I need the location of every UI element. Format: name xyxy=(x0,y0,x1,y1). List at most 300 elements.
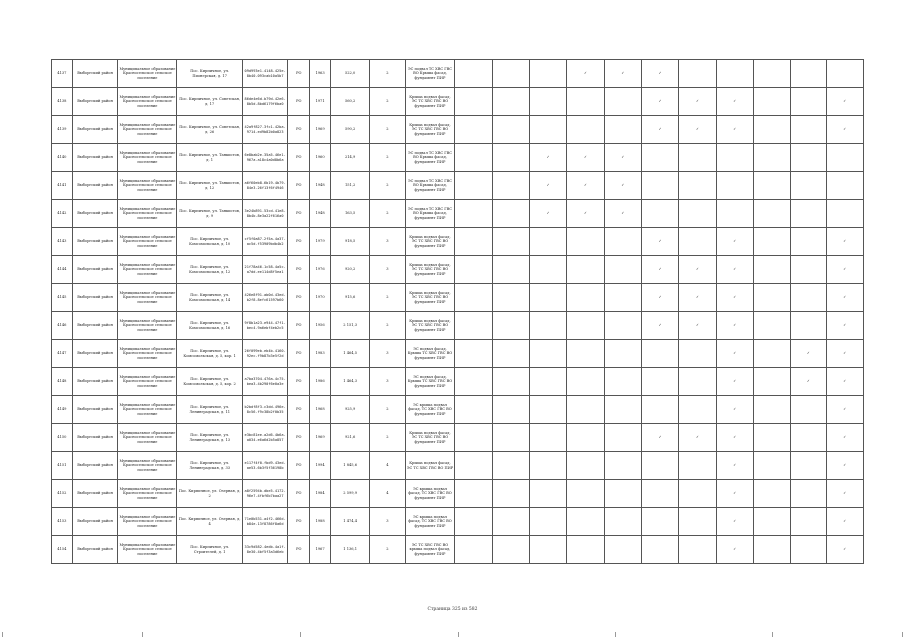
cell-address: Пос. Кирпичное, ул. Комсомольская, д. 14 xyxy=(177,284,242,312)
work-flag-cell xyxy=(492,396,529,424)
cell-address: Пос. Кирпичное, ул. Строителей, д. 1 xyxy=(177,536,242,564)
cell-area: 163,5 xyxy=(330,200,369,228)
work-flag-cell xyxy=(492,88,529,116)
cell-type: РО xyxy=(288,312,310,340)
cell-area: 915,6 xyxy=(330,284,369,312)
work-flag-cell xyxy=(641,536,678,564)
work-flag-cell xyxy=(604,88,641,116)
work-flag-cell xyxy=(791,172,826,200)
cell-type: РО xyxy=(288,508,310,536)
cell-number: 4153 xyxy=(52,508,73,536)
table-row xyxy=(52,60,864,88)
cell-address: Пос. Кирпичное, ул. Танкистов, д. 1 xyxy=(177,144,242,172)
cell-type: РО xyxy=(288,368,310,396)
work-flag-cell xyxy=(641,340,678,368)
cell-guid: 86de4e6d-b79d-42e6-8b5d-8bd6179f6ba0 xyxy=(242,88,288,116)
cell-number: 4143 xyxy=(52,228,73,256)
cell-guid: cf5f0a87-2f5a-4a37-ac5d-f53909bdb4b2 xyxy=(242,228,288,256)
cell-floors: 2 xyxy=(370,144,405,172)
cell-type: РО xyxy=(288,396,310,424)
cell-type: РО xyxy=(288,200,310,228)
work-flag-cell xyxy=(826,60,863,88)
cell-number: 4146 xyxy=(52,312,73,340)
check-mark-icon: ✓ xyxy=(733,323,737,328)
work-flag-cell xyxy=(604,312,641,340)
work-flag-cell xyxy=(826,480,863,508)
cell-year: 1971 xyxy=(310,88,331,116)
cell-municipality: Муниципальное образование Красносельское сельское поселение xyxy=(118,116,177,144)
cell-municipality: Муниципальное образование Красносельское сельское поселение xyxy=(118,508,177,536)
work-flag-cell xyxy=(641,452,678,480)
check-mark-icon: ✓ xyxy=(733,127,737,132)
work-flag-cell xyxy=(716,144,753,172)
work-flag-cell xyxy=(791,480,826,508)
check-mark-icon: ✓ xyxy=(843,547,847,552)
work-flag-cell xyxy=(679,480,716,508)
cell-works: Крыша подвал фасад, ЭС ТС ХВС ГВС ВО фундамент ПИР xyxy=(405,312,455,340)
work-flag-cell xyxy=(530,172,567,200)
cell-area: 151,2 xyxy=(330,172,369,200)
check-mark-icon: ✓ xyxy=(546,211,550,216)
work-flag-cell xyxy=(567,368,604,396)
work-flag-cell xyxy=(530,452,567,480)
work-flag-cell xyxy=(604,116,641,144)
work-flag-cell xyxy=(753,144,790,172)
cell-district: Выборгский район xyxy=(72,228,118,256)
cell-district: Выборгский район xyxy=(72,536,118,564)
cell-year: 1969 xyxy=(310,424,331,452)
work-flag-cell xyxy=(530,368,567,396)
cell-municipality: Муниципальное образование Красносельское сельское поселение xyxy=(118,452,177,480)
check-mark-icon: ✓ xyxy=(843,491,847,496)
work-flag-cell xyxy=(679,200,716,228)
check-mark-icon: ✓ xyxy=(733,491,737,496)
cell-area: 1 474,4 xyxy=(330,508,369,536)
work-flag-cell xyxy=(753,228,790,256)
cell-municipality: Муниципальное образование Красносельское сельское поселение xyxy=(118,200,177,228)
check-mark-icon: ✓ xyxy=(806,379,810,384)
table-row xyxy=(52,340,864,368)
check-mark-icon: ✓ xyxy=(733,519,737,524)
cell-area: 1 464,5 xyxy=(330,340,369,368)
cell-area: 560,2 xyxy=(330,88,369,116)
work-flag-cell xyxy=(791,536,826,564)
housing-register-table xyxy=(51,59,864,564)
work-flag-cell xyxy=(679,228,716,256)
work-flag-cell xyxy=(604,172,641,200)
work-flag-cell xyxy=(455,368,492,396)
cell-address: Пос. Кирпичное, ул. Комсомольская, д. 10 xyxy=(177,228,242,256)
work-flag-cell xyxy=(567,340,604,368)
cell-floors: 2 xyxy=(370,172,405,200)
check-mark-icon: ✓ xyxy=(658,99,662,104)
work-flag-cell xyxy=(492,480,529,508)
work-flag-cell xyxy=(826,340,863,368)
work-flag-cell xyxy=(530,256,567,284)
cell-area: 590,2 xyxy=(330,116,369,144)
work-flag-cell xyxy=(826,228,863,256)
work-flag-cell xyxy=(567,312,604,340)
cell-year: 1979 xyxy=(310,228,331,256)
cell-municipality: Муниципальное образование Красносельское сельское поселение xyxy=(118,172,177,200)
cell-district: Выборгский район xyxy=(72,144,118,172)
cell-municipality: Муниципальное образование Красносельское сельское поселение xyxy=(118,312,177,340)
work-flag-cell xyxy=(826,508,863,536)
cell-area: 920,2 xyxy=(330,256,369,284)
check-mark-icon: ✓ xyxy=(658,323,662,328)
cell-type: РО xyxy=(288,144,310,172)
work-flag-cell xyxy=(492,508,529,536)
scan-edge-marks xyxy=(0,632,905,638)
table-row xyxy=(52,452,864,480)
work-flag-cell xyxy=(604,284,641,312)
cell-type: РО xyxy=(288,284,310,312)
cell-guid: 71e0b531-a4f2-466d-b84e-13f8786f8a6d xyxy=(242,508,288,536)
work-flag-cell xyxy=(455,172,492,200)
work-flag-cell xyxy=(567,536,604,564)
check-mark-icon: ✓ xyxy=(658,435,662,440)
work-flag-cell xyxy=(791,200,826,228)
cell-district: Выборгский район xyxy=(72,60,118,88)
work-flag-cell xyxy=(753,88,790,116)
check-mark-icon: ✓ xyxy=(843,379,847,384)
work-flag-cell xyxy=(492,424,529,452)
work-flag-cell xyxy=(604,508,641,536)
work-flag-cell xyxy=(455,116,492,144)
work-flag-cell xyxy=(679,452,716,480)
check-mark-icon: ✓ xyxy=(658,71,662,76)
cell-guid: 09d993e1-4148-425e-8b40-093cab10a5b7 xyxy=(242,60,288,88)
cell-type: РО xyxy=(288,172,310,200)
work-flag-cell xyxy=(530,396,567,424)
cell-works: ЭС подвал фасад, Крыша ТС ХВС ГВС ВО фундамент ПИР xyxy=(405,368,455,396)
cell-year: 1976 xyxy=(310,256,331,284)
work-flag-cell xyxy=(492,284,529,312)
work-flag-cell xyxy=(679,396,716,424)
cell-works: Крыша подвал фасад, ЭС ТС ХВС ГВС ВО фундамент ПИР xyxy=(405,116,455,144)
work-flag-cell xyxy=(679,424,716,452)
cell-area: 918,5 xyxy=(330,228,369,256)
cell-district: Выборгский район xyxy=(72,396,118,424)
cell-type: РО xyxy=(288,452,310,480)
cell-year: 1984 xyxy=(310,480,331,508)
work-flag-cell xyxy=(826,172,863,200)
check-mark-icon: ✓ xyxy=(843,239,847,244)
cell-floors: 3 xyxy=(370,508,405,536)
cell-works: ЭС подвал ТС ХВС ГВС ВО Крыша фасад, фундамент ПИР xyxy=(405,60,455,88)
cell-guid: a8f2594b-dbe5-4172-96e7-4fbf6b7baa27 xyxy=(242,480,288,508)
check-mark-icon: ✓ xyxy=(695,127,699,132)
check-mark-icon: ✓ xyxy=(583,211,587,216)
cell-municipality: Муниципальное образование Красносельское сельское поселение xyxy=(118,368,177,396)
cell-works: Крыша подвал фасад, ЭС ТС ХВС ГВС ВО фундамент ПИР xyxy=(405,228,455,256)
check-mark-icon: ✓ xyxy=(733,239,737,244)
work-flag-cell xyxy=(826,368,863,396)
cell-municipality: Муниципальное образование Красносельское сельское поселение xyxy=(118,284,177,312)
work-flag-cell xyxy=(604,228,641,256)
work-flag-cell xyxy=(641,60,678,88)
work-flag-cell xyxy=(753,284,790,312)
work-flag-cell xyxy=(530,144,567,172)
cell-year: 1948 xyxy=(310,200,331,228)
work-flag-cell xyxy=(455,396,492,424)
cell-area: 1 136,1 xyxy=(330,536,369,564)
work-flag-cell xyxy=(826,424,863,452)
work-flag-cell xyxy=(679,172,716,200)
work-flag-cell xyxy=(492,452,529,480)
cell-guid: b2bdf8f3-c3dd-496e-8c56-f9c38b2f0b35 xyxy=(242,396,288,424)
cell-year: 1988 xyxy=(310,508,331,536)
table-row xyxy=(52,172,864,200)
cell-year: 1960 xyxy=(310,144,331,172)
cell-floors: 3 xyxy=(370,228,405,256)
table-body xyxy=(52,60,864,564)
cell-address: Пос. Кирпичное, ул. Комсомольская, д. 16 xyxy=(177,312,242,340)
work-flag-cell xyxy=(492,256,529,284)
work-flag-cell xyxy=(679,536,716,564)
work-flag-cell xyxy=(753,256,790,284)
work-flag-cell xyxy=(604,536,641,564)
work-flag-cell xyxy=(679,256,716,284)
work-flag-cell xyxy=(455,200,492,228)
cell-floors: 2 xyxy=(370,396,405,424)
work-flag-cell xyxy=(753,116,790,144)
work-flag-cell xyxy=(753,172,790,200)
cell-address: Пос. Кирпичное, ул. Озерная, д. 4 xyxy=(177,508,242,536)
work-flag-cell xyxy=(791,284,826,312)
cell-floors: 2 xyxy=(370,200,405,228)
work-flag-cell xyxy=(716,200,753,228)
work-flag-cell xyxy=(641,200,678,228)
check-mark-icon: ✓ xyxy=(621,183,625,188)
table-row xyxy=(52,536,864,564)
cell-address: Пос. Кирпичное, ул. Озерная, д. 2 xyxy=(177,480,242,508)
check-mark-icon: ✓ xyxy=(843,295,847,300)
work-flag-cell xyxy=(716,256,753,284)
check-mark-icon: ✓ xyxy=(583,71,587,76)
cell-works: ЭС крыша подвал фасад, ТС ХВС ГВС ВО фундамент ПИР xyxy=(405,480,455,508)
work-flag-cell xyxy=(753,396,790,424)
work-flag-cell xyxy=(753,200,790,228)
cell-number: 4154 xyxy=(52,536,73,564)
work-flag-cell xyxy=(679,340,716,368)
work-flag-cell xyxy=(716,116,753,144)
cell-floors: 4 xyxy=(370,480,405,508)
work-flag-cell xyxy=(455,312,492,340)
work-flag-cell xyxy=(492,536,529,564)
work-flag-cell xyxy=(679,508,716,536)
work-flag-cell xyxy=(530,340,567,368)
cell-works: ЭС подвал ТС ХВС ГВС ВО Крыша фасад, фундамент ПИР xyxy=(405,144,455,172)
cell-year: 1967 xyxy=(310,536,331,564)
cell-municipality: Муниципальное образование Красносельское сельское поселение xyxy=(118,340,177,368)
work-flag-cell xyxy=(567,508,604,536)
work-flag-cell xyxy=(716,60,753,88)
cell-address: Пос. Кирпичное, ул. Ленинградская, д. 11 xyxy=(177,396,242,424)
work-flag-cell xyxy=(567,396,604,424)
work-flag-cell xyxy=(492,172,529,200)
check-mark-icon: ✓ xyxy=(843,323,847,328)
cell-floors: 2 xyxy=(370,536,405,564)
check-mark-icon: ✓ xyxy=(583,155,587,160)
work-flag-cell xyxy=(492,340,529,368)
cell-year: 1956 xyxy=(310,312,331,340)
work-flag-cell xyxy=(567,452,604,480)
work-flag-cell xyxy=(455,340,492,368)
work-flag-cell xyxy=(753,508,790,536)
table-row xyxy=(52,396,864,424)
check-mark-icon: ✓ xyxy=(843,435,847,440)
cell-guid: e117f4f0-fbd9-43ed-ae53-6b3f5f36198b xyxy=(242,452,288,480)
work-flag-cell xyxy=(791,340,826,368)
work-flag-cell xyxy=(826,88,863,116)
cell-works: ЭС подвал ТС ХВС ГВС ВО Крыша фасад, фундамент ПИР xyxy=(405,200,455,228)
cell-municipality: Муниципальное образование Красносельское сельское поселение xyxy=(118,144,177,172)
work-flag-cell xyxy=(791,508,826,536)
check-mark-icon: ✓ xyxy=(843,99,847,104)
work-flag-cell xyxy=(753,312,790,340)
cell-number: 4151 xyxy=(52,452,73,480)
cell-works: ЭС ТС ХВС ГВС ВО крыша подвал фасад, фундамент ПИР xyxy=(405,536,455,564)
check-mark-icon: ✓ xyxy=(733,435,737,440)
cell-works: ЭС крыша подвал фасад, ТС ХВС ГВС ВО фундамент ПИР xyxy=(405,396,455,424)
work-flag-cell xyxy=(716,452,753,480)
work-flag-cell xyxy=(791,228,826,256)
cell-floors: 2 xyxy=(370,60,405,88)
work-flag-cell xyxy=(791,368,826,396)
cell-municipality: Муниципальное образование Красносельское сельское поселение xyxy=(118,536,177,564)
work-flag-cell xyxy=(716,480,753,508)
work-flag-cell xyxy=(716,172,753,200)
cell-works: ЭС крыша подвал фасад, ТС ХВС ГВС ВО фундамент ПИР xyxy=(405,508,455,536)
work-flag-cell xyxy=(826,200,863,228)
work-flag-cell xyxy=(530,480,567,508)
work-flag-cell xyxy=(530,228,567,256)
work-flag-cell xyxy=(826,144,863,172)
work-flag-cell xyxy=(604,60,641,88)
check-mark-icon: ✓ xyxy=(658,127,662,132)
work-flag-cell xyxy=(753,424,790,452)
cell-address: Пос. Кирпичное, ул. Советская, д. 17 xyxy=(177,88,242,116)
work-flag-cell xyxy=(567,480,604,508)
cell-municipality: Муниципальное образование Красносельское сельское поселение xyxy=(118,396,177,424)
work-flag-cell xyxy=(753,368,790,396)
check-mark-icon: ✓ xyxy=(843,519,847,524)
work-flag-cell xyxy=(455,256,492,284)
cell-area: 522,0 xyxy=(330,60,369,88)
check-mark-icon: ✓ xyxy=(546,155,550,160)
cell-year: 1986 xyxy=(310,368,331,396)
work-flag-cell xyxy=(791,116,826,144)
check-mark-icon: ✓ xyxy=(843,127,847,132)
cell-number: 4150 xyxy=(52,424,73,452)
work-flag-cell xyxy=(641,88,678,116)
work-flag-cell xyxy=(455,480,492,508)
work-flag-cell xyxy=(826,256,863,284)
check-mark-icon: ✓ xyxy=(733,267,737,272)
cell-district: Выборгский район xyxy=(72,480,118,508)
table-row xyxy=(52,312,864,340)
cell-floors: 2 xyxy=(370,312,405,340)
cell-guid: 21f78a46-1c58-4a5c-a7dd-ee114d8f5ea1 xyxy=(242,256,288,284)
table-row xyxy=(52,368,864,396)
table-row xyxy=(52,88,864,116)
work-flag-cell xyxy=(530,88,567,116)
work-flag-cell xyxy=(641,256,678,284)
cell-district: Выборгский район xyxy=(72,452,118,480)
cell-year: 1948 xyxy=(310,172,331,200)
work-flag-cell xyxy=(567,424,604,452)
work-flag-cell xyxy=(716,396,753,424)
cell-number: 4137 xyxy=(52,60,73,88)
cell-works: Крыша подвал фасад, ЭС ТС ХВС ГВС ВО фундамент ПИР xyxy=(405,284,455,312)
work-flag-cell xyxy=(716,368,753,396)
cell-type: РО xyxy=(288,340,310,368)
cell-year: 1969 xyxy=(310,116,331,144)
cell-municipality: Муниципальное образование Красносельское сельское поселение xyxy=(118,60,177,88)
check-mark-icon: ✓ xyxy=(695,267,699,272)
cell-type: РО xyxy=(288,424,310,452)
work-flag-cell xyxy=(791,256,826,284)
work-flag-cell xyxy=(641,172,678,200)
work-flag-cell xyxy=(641,144,678,172)
work-flag-cell xyxy=(641,480,678,508)
cell-floors: 3 xyxy=(370,256,405,284)
work-flag-cell xyxy=(641,368,678,396)
cell-municipality: Муниципальное образование Красносельское сельское поселение xyxy=(118,480,177,508)
work-flag-cell xyxy=(604,340,641,368)
work-flag-cell xyxy=(716,228,753,256)
work-flag-cell xyxy=(530,312,567,340)
cell-type: РО xyxy=(288,536,310,564)
cell-number: 4148 xyxy=(52,368,73,396)
cell-address: Пос. Кирпичное, ул. Ленинградская, д. 13 xyxy=(177,424,242,452)
work-flag-cell xyxy=(641,424,678,452)
table-row xyxy=(52,508,864,536)
check-mark-icon: ✓ xyxy=(695,99,699,104)
cell-floors: 4 xyxy=(370,452,405,480)
cell-address: Пос. Кирпичное, ул. Комсомольская, д. 5, кор. 1 xyxy=(177,340,242,368)
cell-address: Пос. Кирпичное, ул. Ленинградская, д. 33 xyxy=(177,452,242,480)
cell-floors: 2 xyxy=(370,284,405,312)
work-flag-cell xyxy=(791,312,826,340)
work-flag-cell xyxy=(791,396,826,424)
work-flag-cell xyxy=(716,88,753,116)
cell-district: Выборгский район xyxy=(72,508,118,536)
work-flag-cell xyxy=(641,508,678,536)
cell-district: Выборгский район xyxy=(72,340,118,368)
work-flag-cell xyxy=(604,144,641,172)
work-flag-cell xyxy=(530,508,567,536)
work-flag-cell xyxy=(753,452,790,480)
work-flag-cell xyxy=(826,116,863,144)
work-flag-cell xyxy=(530,284,567,312)
work-flag-cell xyxy=(455,88,492,116)
cell-type: РО xyxy=(288,228,310,256)
cell-number: 4144 xyxy=(52,256,73,284)
work-flag-cell xyxy=(492,228,529,256)
work-flag-cell xyxy=(753,480,790,508)
work-flag-cell xyxy=(567,116,604,144)
work-flag-cell xyxy=(716,424,753,452)
check-mark-icon: ✓ xyxy=(733,463,737,468)
cell-area: 1 845,6 xyxy=(330,452,369,480)
check-mark-icon: ✓ xyxy=(733,407,737,412)
work-flag-cell xyxy=(455,284,492,312)
work-flag-cell xyxy=(530,424,567,452)
work-flag-cell xyxy=(567,284,604,312)
work-flag-cell xyxy=(679,368,716,396)
